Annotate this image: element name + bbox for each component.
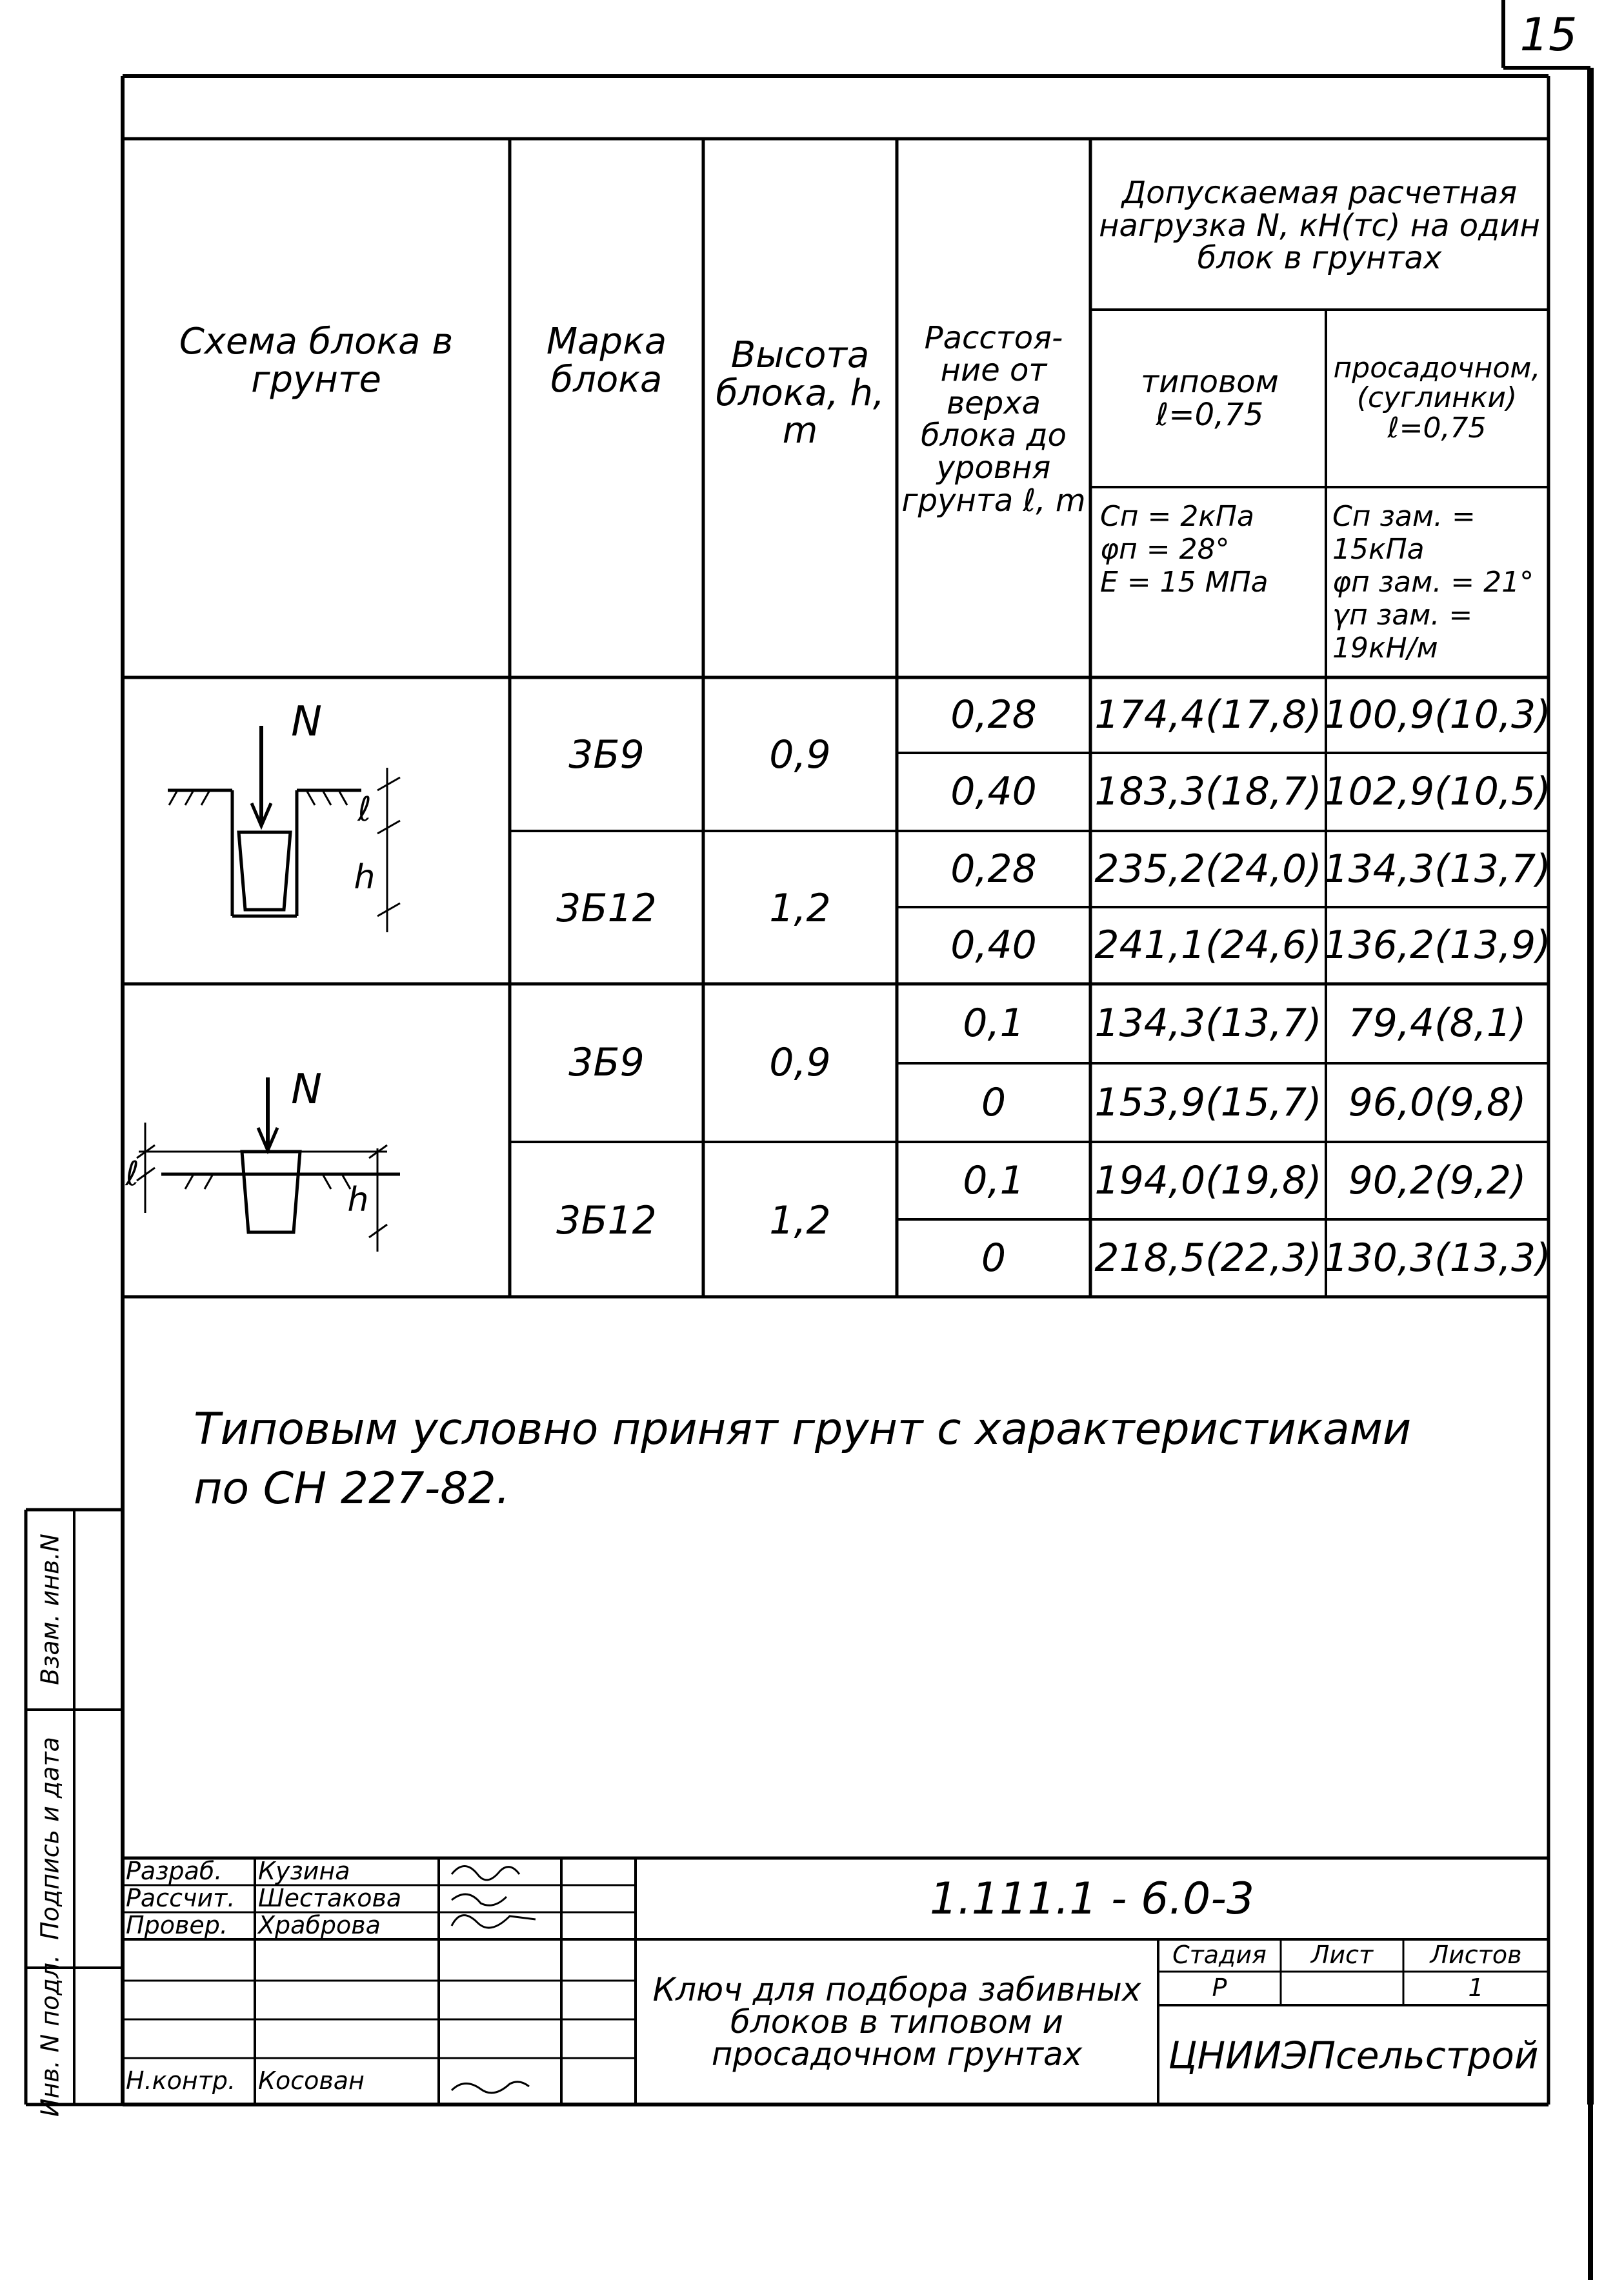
name-1: Кузина	[258, 1857, 350, 1886]
schema2-label-n: N	[291, 1066, 322, 1114]
schema2-label-l: ℓ	[125, 1154, 139, 1194]
load-sub-4: 136,2(13,9)	[1323, 923, 1551, 968]
header-typical: типовом ℓ=0,75	[1141, 364, 1279, 433]
side-cell-replace	[26, 1510, 74, 1710]
stage-label: Стадия	[1172, 1941, 1267, 1970]
role-2: Рассчит.	[126, 1884, 236, 1913]
typ-prop-phi: φп = 28°	[1100, 533, 1230, 566]
name-7: Косован	[258, 2066, 365, 2095]
load-typ-4: 241,1(24,6)	[1094, 923, 1322, 968]
mark-row-4: 3Б12	[556, 1198, 657, 1243]
header-load: Допускаемая расчетная нагрузка N, кН(тс) на один блок в грунтах	[1099, 175, 1540, 277]
role-3: Провер.	[126, 1911, 228, 1940]
mark-row-1: 3Б9	[568, 732, 645, 777]
load-sub-7: 90,2(9,2)	[1348, 1157, 1527, 1203]
load-typ-8: 218,5(22,3)	[1094, 1235, 1322, 1281]
subsidence-properties	[1332, 500, 1545, 665]
doc-code: 1.111.1 - 6.0-3	[929, 1874, 1255, 1925]
note-text: Типовым условно принят грунт с характеристиками по СН 227-82.	[194, 1404, 1412, 1514]
load-typ-1: 174,4(17,8)	[1094, 692, 1322, 737]
distance-3: 0,28	[950, 846, 1037, 892]
height-row-1: 0,9	[769, 732, 831, 777]
sub-prop-gamma: γп зам. = 19кН/м	[1332, 599, 1473, 665]
side-label-inv: Инв. N подл.	[35, 1954, 65, 2117]
role-1: Разраб.	[126, 1857, 223, 1886]
name-3: Храброва	[258, 1911, 381, 1940]
typ-prop-c: Сп = 2кПа	[1100, 500, 1254, 533]
load-typ-2: 183,3(18,7)	[1094, 769, 1322, 814]
distance-4: 0,40	[950, 923, 1037, 968]
height-row-2: 1,2	[769, 885, 831, 931]
load-sub-5: 79,4(8,1)	[1348, 1001, 1527, 1046]
side-cell-sign	[26, 1710, 74, 1968]
schema1-label-l: ℓ	[357, 790, 372, 829]
typ-prop-e: E = 15 МПа	[1100, 566, 1268, 599]
load-sub-2: 102,9(10,5)	[1323, 769, 1551, 814]
distance-2: 0,40	[950, 769, 1037, 814]
height-row-3: 0,9	[769, 1040, 831, 1085]
side-label-replace: Взам. инв.N	[35, 1534, 65, 1685]
distance-7: 0,1	[963, 1157, 1025, 1203]
header-schema: Схема блока в грунте	[179, 321, 454, 401]
organization: ЦНИИЭПсельстрой	[1168, 2033, 1539, 2077]
load-typ-7: 194,0(19,8)	[1094, 1157, 1322, 1203]
sub-prop-phi: φп зам. = 21°	[1332, 566, 1534, 599]
header-mark: Марка блока	[546, 321, 667, 401]
side-cell-inv	[26, 1954, 74, 2117]
sheets-label: Листов	[1430, 1941, 1522, 1970]
header-subsidence: просадочном, (суглинки) ℓ=0,75	[1333, 352, 1541, 445]
distance-6: 0	[981, 1079, 1007, 1125]
sheet-label: Лист	[1310, 1941, 1374, 1970]
stage-value: Р	[1212, 1974, 1227, 2003]
distance-5: 0,1	[963, 1001, 1025, 1046]
load-typ-3: 235,2(24,0)	[1094, 846, 1322, 892]
load-sub-1: 100,9(10,3)	[1323, 692, 1551, 737]
height-row-4: 1,2	[769, 1198, 831, 1243]
role-7: Н.контр.	[126, 2066, 236, 2095]
page-number: 15	[1519, 8, 1578, 62]
mark-row-3: 3Б9	[568, 1040, 645, 1085]
doc-title: Ключ для подбора забивных блоков в типовом и просадочном грунтах	[652, 1971, 1141, 2073]
schema1-label-h: h	[354, 857, 376, 897]
sub-prop-c: Сп зам. = 15кПа	[1332, 500, 1476, 566]
load-typ-5: 134,3(13,7)	[1094, 1001, 1322, 1046]
header-height: Высота блока, h, m	[716, 334, 885, 452]
load-sub-8: 130,3(13,3)	[1323, 1235, 1551, 1281]
load-sub-6: 96,0(9,8)	[1348, 1079, 1527, 1125]
load-sub-3: 134,3(13,7)	[1323, 846, 1551, 892]
typical-properties	[1100, 500, 1323, 599]
distance-8: 0	[981, 1235, 1007, 1281]
side-label-sign: Подпись и дата	[35, 1737, 65, 1940]
sheets-value: 1	[1468, 1974, 1484, 2003]
name-2: Шестакова	[258, 1884, 402, 1913]
load-typ-6: 153,9(15,7)	[1094, 1079, 1322, 1125]
schema2-label-h: h	[347, 1180, 369, 1219]
mark-row-2: 3Б12	[556, 885, 657, 931]
distance-1: 0,28	[950, 692, 1037, 737]
schema1-label-n: N	[291, 698, 322, 746]
header-distance: Расстоя-ние от верха блока до уровня грунта ℓ, m	[901, 319, 1086, 519]
